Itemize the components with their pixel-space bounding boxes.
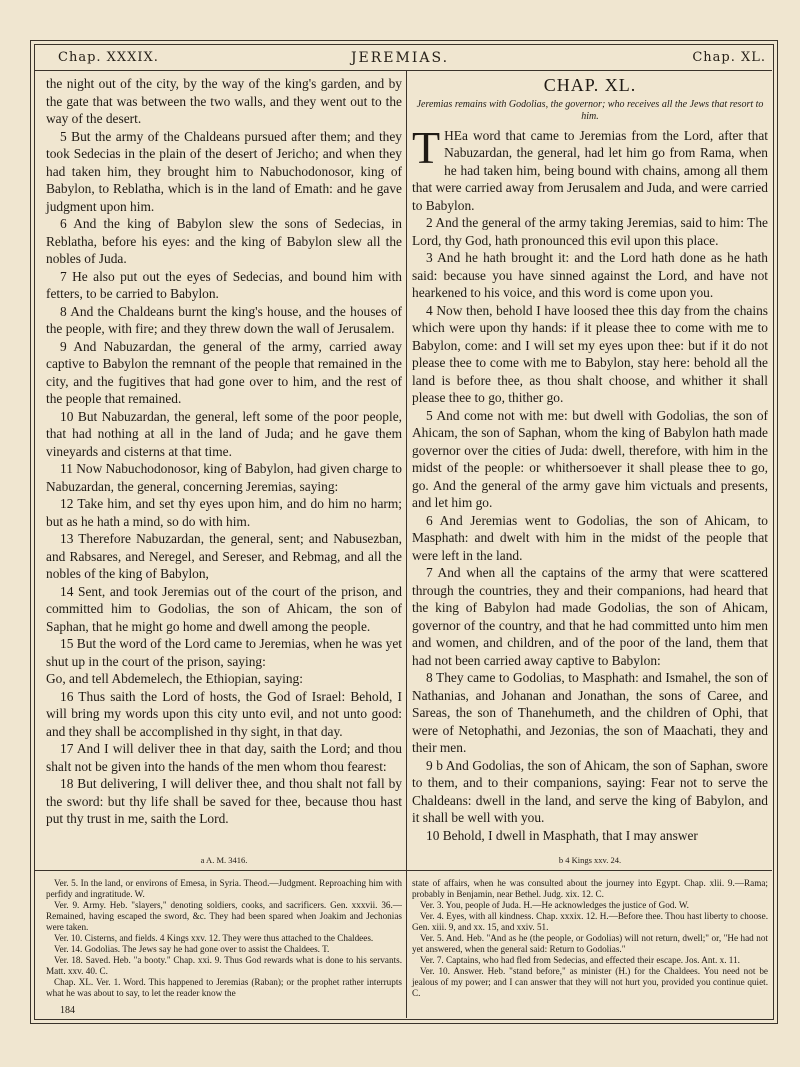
footnote-ref-right: b 4 Kings xxv. 24.	[558, 855, 622, 865]
verse-paragraph: 7 And when all the captains of the army that were scattered through the countries, they and their companions, had heard that the king of Babylon had made Godolias, the son of Ahicam, governor of the country, and that he had committed unto him men and women, and children, and of the poor of the land, them that had not been carried away captive to Babylon:	[412, 565, 768, 668]
left-column	[46, 75, 402, 828]
verse-paragraph: the night out of the city, by the way of the king's garden, and by the gate that was between the two walls, and they went out to the way of the desert.	[46, 76, 402, 126]
note-item: Ver. 18. Saved. Heb. "a booty." Chap. xxi. 9. Thus God rewards what is done to his servants. Matt. xxv. 40. C.	[46, 955, 402, 976]
note-item: Chap. XL. Ver. 1. Word. This happened to Jeremias (Raban); or the prophet rather interrupts what he was about to say, to let the reader know the	[46, 977, 402, 998]
note-item: Ver. 14. Godolias. The Jews say he had gone over to assist the Chaldees. T.	[54, 944, 330, 954]
verse-paragraph: Go, and tell Abdemelech, the Ethiopian, saying:	[46, 671, 303, 686]
verse-paragraph: 9 And Nabuzardan, the general of the army, carried away captive to Babylon the remnant of the people that remained in the city, and the fugitives that had gone over to him, and the rest of the people that remained.	[46, 338, 402, 406]
running-head-left: Chap. XXXIX.	[58, 50, 159, 65]
verse-paragraph: 4 Now then, behold I have loosed thee this day from the chains which were upon thy hands: if it please thee to come with me to Babylon, come: and I will set my eyes upon thee: but if it do not please thee to come with me to Babylon, stay here: behold all the land is before thee, as thou shalt choose, and whither it shall please thee to go, thither go.	[412, 302, 768, 405]
verse-paragraph: 10 But Nabuzardan, the general, left some of the poor people, that had nothing at all in the land of Juda; and he gave them vineyards and cisterns at that time.	[46, 408, 402, 459]
drop-cap: T	[412, 121, 441, 173]
commentary-notes-left	[46, 878, 402, 999]
running-head-right: Chap. XL.	[692, 50, 766, 65]
verse-paragraph: 12 Take him, and set thy eyes upon him, and do him no harm; but as he hath a mind, so do with him.	[46, 496, 402, 529]
right-column	[412, 75, 768, 844]
verse-paragraph: 5 And come not with me: but dwell with Godolias, the son of Ahicam, the son of Saphan, whom the king of Babylon hath made governor over the cities of Juda: dwell, therefore, with him in the midst of the people: or whithersoever it shall please thee to go, go. And the general of the army gave him victuals and presents, and let him go.	[412, 407, 768, 510]
chapter-summary: Jeremias remains with Godolias, the governor; who receives all the Jews that resort to him.	[416, 98, 764, 122]
page-number: 184	[60, 1005, 75, 1016]
verse-paragraph: 14 Sent, and took Jeremias out of the court of the prison, and committed him to Godolias, the son of Ahicam, the son of Saphan, that he might go home and dwell among the people.	[46, 583, 402, 634]
note-item: Ver. 10. Answer. Heb. "stand before," as minister (H.) for the Chaldees. You need not be jealous of my power; and I can answer that they will not hurt you, provided you continue quiet. C.	[412, 966, 768, 998]
verse-paragraph: 18 But delivering, I will deliver thee, and thou shalt not fall by the sword: but thy life shall be saved for thee, because thou hast put thy trust in me, saith the Lord.	[46, 776, 402, 826]
column-divider	[406, 71, 407, 1018]
note-item: Ver. 7. Captains, who had fled from Sedecias, and effected their escape. Jos. Ant. x. 11.	[420, 955, 740, 965]
note-item: Ver. 4. Eyes, with all kindness. Chap. xxxix. 12. H.—Before thee. Thou hast liberty to choose. Gen. xiii. 9, and xx. 15, and xxiv. 51.	[412, 911, 768, 932]
verse-paragraph: 10 Behold, I dwell in Masphath, that I may answer	[426, 827, 698, 843]
note-item: state of affairs, when he was consulted about the journey into Egypt. Chap. xlii. 9.—Rama; probably in Benjamin, near Bethel. Judg. xix. 12. C.	[412, 878, 768, 899]
note-item: Ver. 5. And. Heb. "And as he (the people, or Godolias) will not return, dwell;" or, "He had not yet answered, when the general said: Return to Godolias."	[412, 933, 768, 954]
verse-paragraph: HEa word that came to Jeremias from the Lord, after that Nabuzardan, the general, had let him go from Rama, when he had taken him, being bound with chains, among all them that were carried away from Jerusalem and Juda, and were carried to Babylon.	[412, 127, 768, 213]
verse-paragraph: 3 And he hath brought it: and the Lord hath done as he hath said: because you have sinned against the Lord, and have not hearkened to his voice, and this word is come upon you.	[412, 250, 768, 300]
chapter-title: CHAP. XL.	[543, 75, 637, 95]
verse-paragraph: 11 Now Nabuchodonosor, king of Babylon, had given charge to Nabuzardan, the general, concerning Jeremias, saying:	[46, 461, 402, 494]
notes-rule	[34, 870, 772, 871]
verse-paragraph: 13 Therefore Nabuzardan, the general, sent; and Nabusezban, and Rabsares, and Neregel, and Sereser, and Rebmag, and all the nobles of the king of Babylon,	[46, 531, 402, 581]
note-item: Ver. 5. In the land, or environs of Emesa, in Syria. Theod.—Judgment. Reproaching him with perfidy and ingratitude. W.	[46, 878, 402, 899]
verse-paragraph: 6 And Jeremias went to Godolias, the son of Ahicam, to Masphath: and dwelt with him in the midst of the people that were left in the land.	[412, 512, 768, 563]
commentary-notes-right	[412, 878, 768, 999]
footnote-ref-left: a A. M. 3416.	[200, 855, 248, 865]
verse-paragraph: 2 And the general of the army taking Jeremias, said to him: The Lord, thy God, hath pronounced this evil upon this place.	[412, 215, 768, 248]
verse-paragraph: 16 Thus saith the Lord of hosts, the God of Israel: Behold, I will bring my words upon this city unto evil, and not unto good: and they shall be accomplished in thy sight, in that day.	[46, 688, 402, 739]
verse-paragraph: 6 And the king of Babylon slew the sons of Sedecias, in Reblatha, before his eyes: and the king of Babylon slew all the nobles of Juda.	[46, 216, 402, 266]
verse-paragraph: 8 And the Chaldeans burnt the king's house, and the houses of the people, with fire; and they threw down the wall of Jerusalem.	[46, 303, 402, 336]
verse-paragraph: 15 But the word of the Lord came to Jeremias, when he was yet shut up in the court of the prison, saying:	[46, 636, 402, 669]
note-item: Ver. 9. Army. Heb. "slayers," denoting soldiers, cooks, and sacrificers. Gen. xxxvii. 36.—Remained, having escaped the sword, &c. They had been spared when Joakim and Jechonias were taken.	[46, 900, 402, 932]
verse-paragraph: 17 And I will deliver thee in that day, saith the Lord; and thou shalt not be given into the hands of the men whom thou fearest:	[46, 741, 402, 774]
verse-paragraph: 8 They came to Godolias, to Masphath: and Ismahel, the son of Nathanias, and Johanan and Jonathan, the sons of Caree, and Sareas, the son of Thanehumeth, and the children of Ophi, that were of Netophathi, and Jezonias, the son of Maachati, they and their men.	[412, 670, 768, 755]
header-rule	[34, 70, 772, 71]
verse-paragraph: 9 b And Godolias, the son of Ahicam, the son of Saphan, swore to them, and to their companions, saying: Fear not to serve the Chaldeans: dwell in the land, and serve the king of Babylon, and it shall be well with you.	[412, 757, 768, 825]
note-item: Ver. 10. Cisterns, and fields. 4 Kings xxv. 12. They were thus attached to the Chaldees.	[54, 933, 374, 943]
running-head-title: JEREMIAS.	[350, 50, 450, 66]
verse-paragraph: 5 But the army of the Chaldeans pursued after them; and they took Sedecias in the plain of the desert of Jericho; and when they had taken him, they brought him to Nabuchodonosor, king of Babylon, to Reblatha, which is in the land of Emath: and he gave judgment upon him.	[46, 128, 402, 214]
note-item: Ver. 3. You, people of Juda. H.—He acknowledges the justice of God. W.	[420, 900, 689, 910]
verse-paragraph: 7 He also put out the eyes of Sedecias, and bound him with fetters, to be carried to Babylon.	[46, 268, 402, 301]
